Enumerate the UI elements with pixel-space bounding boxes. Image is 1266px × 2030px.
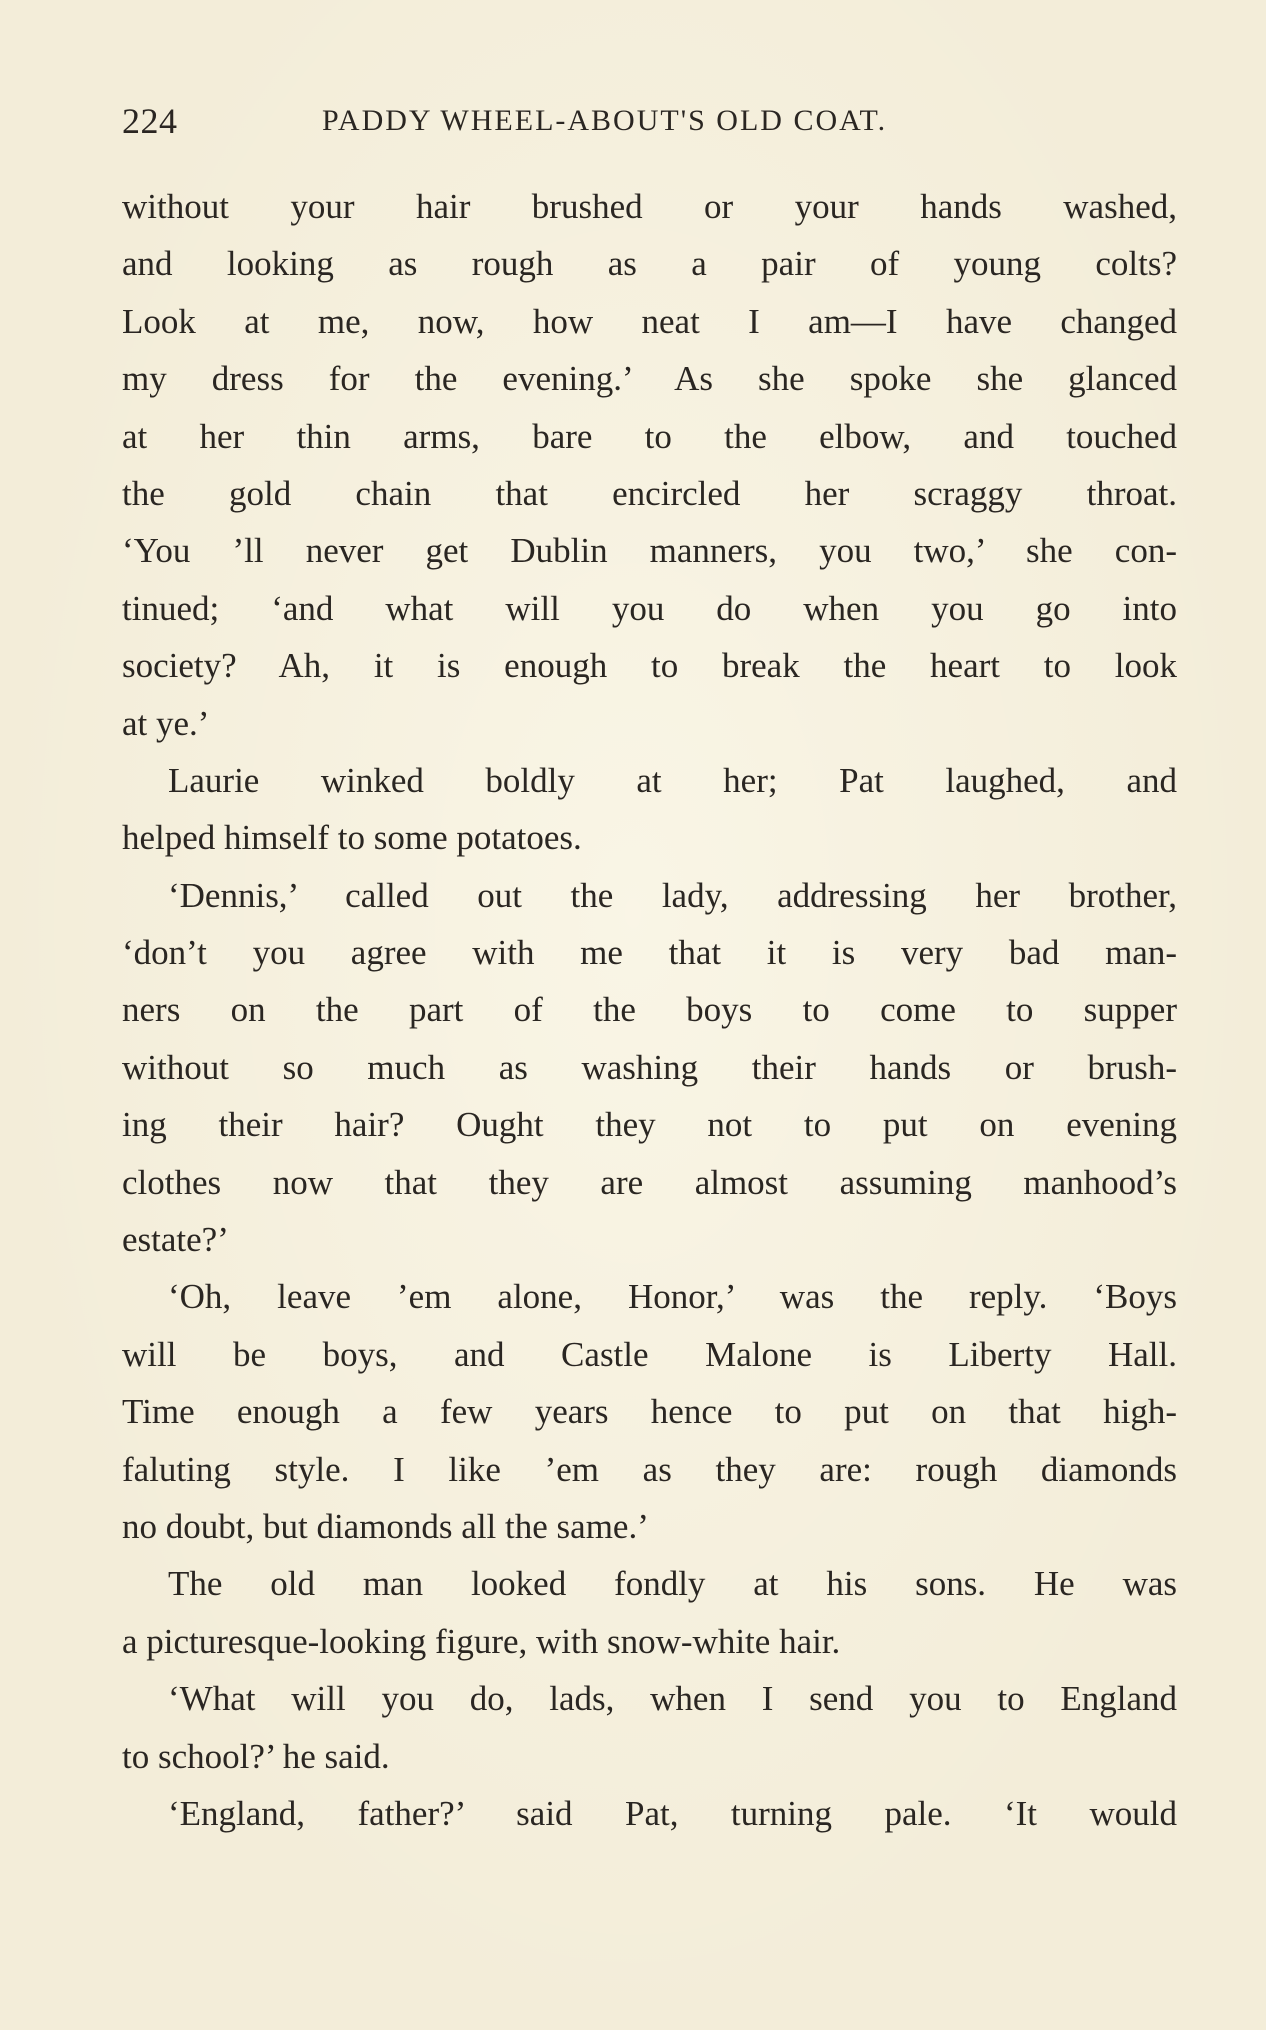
text-line: ‘Dennis,’ called out the lady, addressing her brother, — [168, 875, 1177, 915]
text-line: at her thin arms, bare to the elbow, and touched — [122, 416, 1177, 456]
text-line: Time enough a few years hence to put on that high- — [122, 1392, 1177, 1432]
text-line: ‘don’t you agree with me that it is very bad man- — [122, 933, 1177, 973]
text-line: ‘What will you do, lads, when I send you to England — [168, 1679, 1177, 1719]
page-number: 224 — [122, 101, 178, 141]
text-line: ‘You ’ll never get Dublin manners, you two,’ she con- — [122, 531, 1177, 571]
text-line: tinued; ‘and what will you do when you go into — [122, 588, 1177, 628]
text-line: helped himself to some potatoes. — [122, 818, 582, 858]
text-line: ners on the part of the boys to come to supper — [122, 990, 1177, 1030]
running-title: PADDY WHEEL-ABOUT'S OLD COAT. — [322, 104, 888, 137]
text-line: my dress for the evening.’ As she spoke she glanced — [122, 359, 1177, 399]
text-line: Laurie winked boldly at her; Pat laughed, and — [168, 760, 1177, 800]
text-line: estate?’ — [122, 1220, 229, 1260]
text-line: no doubt, but diamonds all the same.’ — [122, 1506, 649, 1546]
text-line: a picturesque-looking figure, with snow-white hair. — [122, 1621, 841, 1661]
text-line: without so much as washing their hands or brush- — [122, 1047, 1177, 1087]
text-line: ‘Oh, leave ’em alone, Honor,’ was the reply. ‘Boys — [168, 1277, 1177, 1317]
text-line: without your hair brushed or your hands washed, — [122, 187, 1177, 226]
text-line: faluting style. I like ’em as they are: rough diamonds — [122, 1449, 1177, 1489]
body-text — [122, 178, 1177, 1842]
text-line: at ye.’ — [122, 703, 210, 743]
text-line: to school?’ he said. — [122, 1736, 390, 1776]
running-head — [122, 96, 1177, 146]
text-line: and looking as rough as a pair of young colts? — [122, 244, 1177, 284]
text-line: the gold chain that encircled her scraggy throat. — [122, 473, 1177, 513]
text-line: ing their hair? Ought they not to put on evening — [122, 1105, 1177, 1145]
text-line: The old man looked fondly at his sons. He was — [168, 1564, 1177, 1604]
text-line: will be boys, and Castle Malone is Liberty Hall. — [122, 1334, 1177, 1374]
text-line: clothes now that they are almost assuming manhood’s — [122, 1162, 1177, 1202]
text-line: ‘England, father?’ said Pat, turning pale. ‘It would — [168, 1793, 1177, 1833]
text-line: Look at me, now, how neat I am—I have changed — [122, 301, 1177, 341]
text-line: society? Ah, it is enough to break the heart to look — [122, 646, 1177, 686]
